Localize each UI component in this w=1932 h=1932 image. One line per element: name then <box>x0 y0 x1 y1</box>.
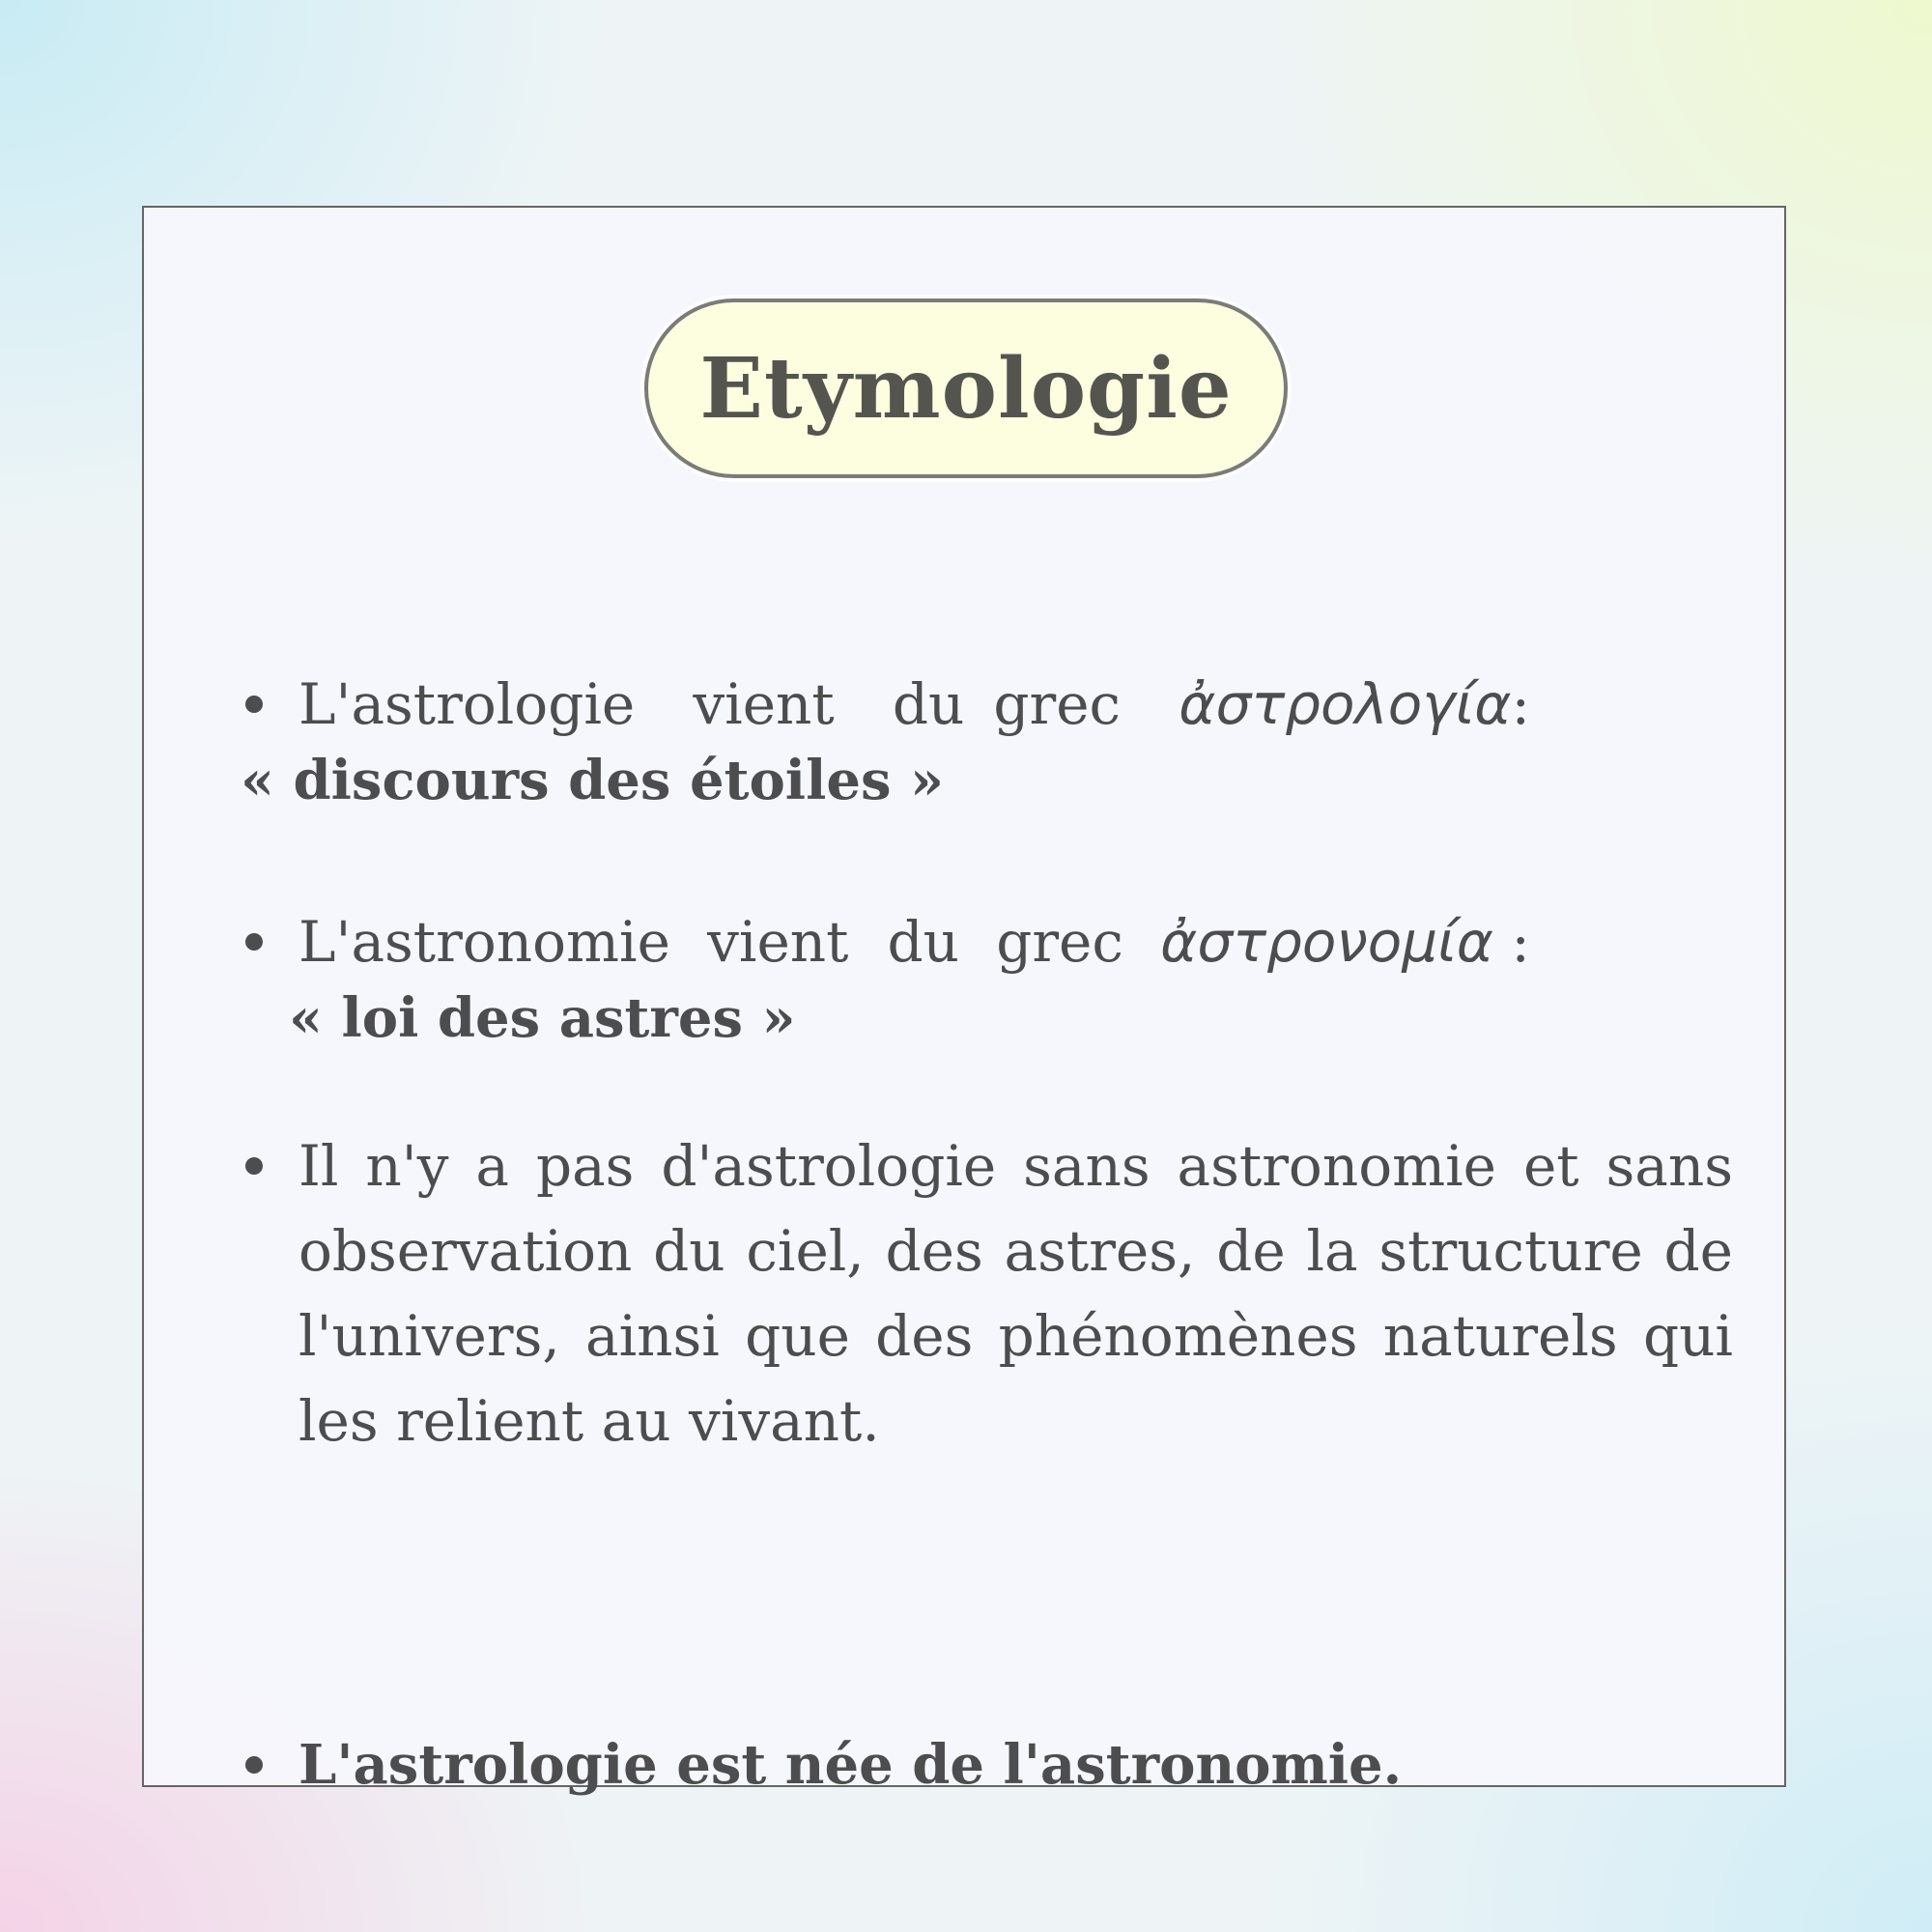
bullet-list <box>144 208 1784 1797</box>
list-item <box>298 899 1632 984</box>
word-group <box>893 662 1121 747</box>
bullet-icon <box>245 933 263 951</box>
word: grec <box>996 909 1123 975</box>
list-item <box>298 1722 1632 1807</box>
page-title: Etymologie <box>699 339 1233 438</box>
list-item-line <box>298 662 1530 747</box>
list-item <box>298 1123 1733 1463</box>
word: L'astrologie <box>298 671 636 737</box>
word: grec <box>993 671 1122 737</box>
word: du <box>887 909 959 975</box>
greek-term: ἀστρονομία <box>1160 909 1493 975</box>
punctuation: : <box>1511 671 1530 737</box>
paragraph: Il n'y a pas d'astrologie sans astronomie et sans observation du ciel, des astres, de la structure de l'univers, ainsi que des phénomènes naturels qui les relient au vivant. <box>298 1133 1733 1454</box>
list-item <box>298 662 1632 747</box>
greek-term: ἀστρολογία <box>1179 671 1512 737</box>
bullet-icon <box>245 1157 263 1175</box>
greek-term-group <box>1179 662 1530 747</box>
content-card <box>142 206 1786 1797</box>
bullet-icon <box>245 696 263 713</box>
etymology-meaning: « loi des astres » <box>289 986 796 1050</box>
word: L'astronomie <box>298 909 670 975</box>
word-group <box>707 899 959 984</box>
punctuation: : <box>1511 909 1530 975</box>
etymology-meaning: « discours des étoiles » <box>241 749 944 812</box>
list-item-line <box>298 899 1530 984</box>
word: vient <box>707 909 849 975</box>
conclusion-text: L'astrologie est née de l'astronomie. <box>298 1733 1403 1797</box>
word: vient <box>693 671 835 737</box>
bullet-icon <box>245 1756 263 1774</box>
word: du <box>892 671 965 737</box>
greek-term-group <box>1160 899 1530 984</box>
